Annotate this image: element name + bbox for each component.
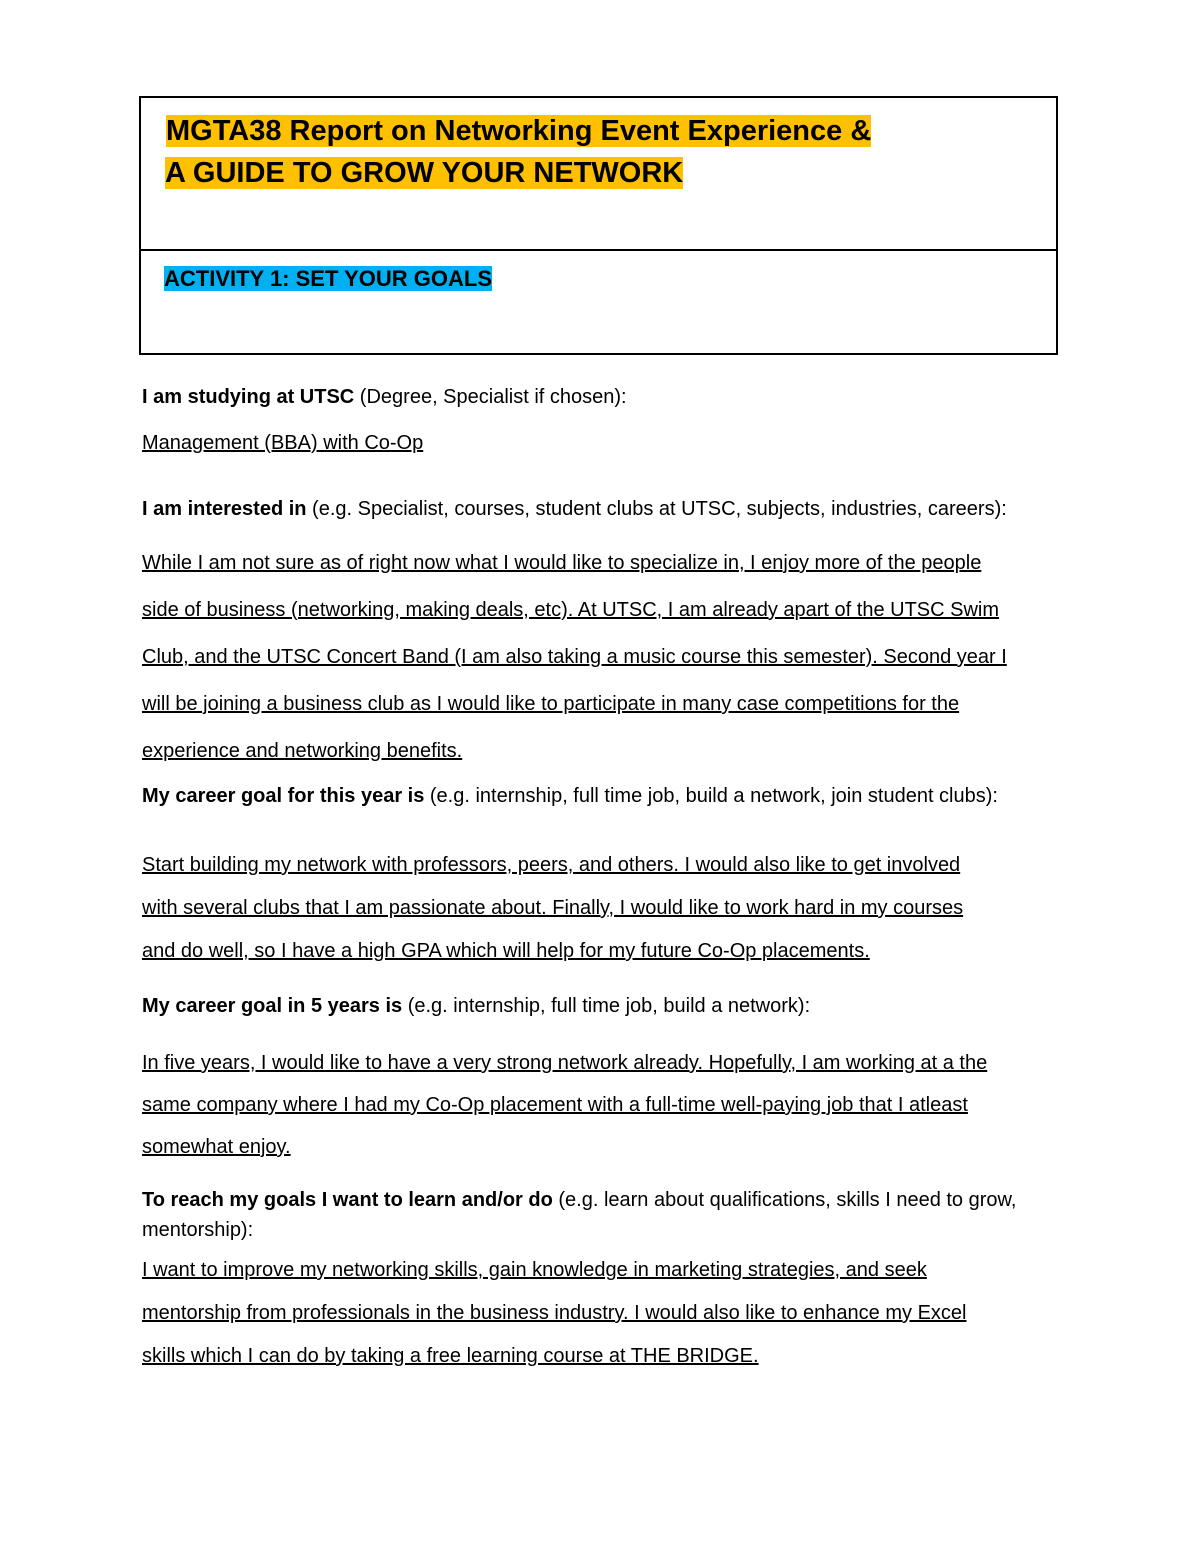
answer-career-year-line-1: Start building my network with professors, peers, and others. I would also like to get involved: [142, 854, 961, 876]
activity-cell: [141, 251, 1056, 353]
answer-career-year: [142, 844, 963, 973]
answer-interested-line-1: While I am not sure as of right now what I would like to specialize in, I enjoy more of the people: [142, 552, 982, 574]
prompt-learn-do: [142, 1185, 1042, 1245]
prompt-career-year-bold: My career goal for this year is: [142, 785, 425, 807]
header-table: [139, 96, 1058, 355]
answer-career-5-years-line-2: same company where I had my Co-Op placement with a full-time well-paying job that I atleast: [142, 1094, 968, 1116]
answer-career-year-line-3: and do well, so I have a high GPA which will help for my future Co-Op placements.: [142, 940, 870, 962]
prompt-interested-rest: (e.g. Specialist, courses, student clubs at UTSC, subjects, industries, careers):: [306, 498, 1007, 520]
activity-heading: [164, 265, 492, 293]
prompt-career-5-years: [142, 991, 1042, 1021]
prompt-studying-bold: I am studying at UTSC: [142, 386, 355, 408]
document-title-line-1: [166, 114, 871, 148]
prompt-interested: [142, 494, 1042, 524]
answer-studying-line: Management (BBA) with Co-Op: [142, 432, 424, 454]
prompt-career-5-years-rest: (e.g. internship, full time job, build a network):: [402, 995, 811, 1017]
document-title-line-2: [165, 156, 683, 190]
answer-interested-line-5: experience and networking benefits.: [142, 740, 463, 762]
prompt-learn-do-bold: To reach my goals I want to learn and/or do: [142, 1189, 553, 1211]
answer-interested-line-2: side of business (networking, making deals, etc). At UTSC, I am already apart of the UTSC Swim: [142, 599, 1000, 621]
title-line-2-text: A GUIDE TO GROW YOUR NETWORK: [165, 157, 684, 189]
answer-career-5-years: [142, 1042, 987, 1168]
answer-career-5-years-line-1: In five years, I would like to have a very strong network already. Hopefully, I am working at a the: [142, 1052, 988, 1074]
prompt-career-year: [142, 781, 1042, 811]
prompt-studying: [142, 382, 1042, 412]
prompt-learn-do-rest: (e.g. learn about qualifications, skills I need to grow, mentorship):: [142, 1189, 1017, 1241]
prompt-career-year-rest: (e.g. internship, full time job, build a network, join student clubs):: [424, 785, 998, 807]
answer-learn-do: [142, 1249, 966, 1378]
answer-studying: [142, 428, 423, 458]
answer-learn-do-line-3: skills which I can do by taking a free learning course at THE BRIDGE.: [142, 1345, 759, 1367]
activity-heading-text: ACTIVITY 1: SET YOUR GOALS: [164, 266, 493, 291]
answer-interested: [142, 540, 1007, 775]
title-cell: [141, 98, 1056, 251]
title-line-1-text: MGTA38 Report on Networking Event Experience &: [166, 115, 872, 147]
answer-career-5-years-line-3: somewhat enjoy.: [142, 1136, 291, 1158]
answer-career-year-line-2: with several clubs that I am passionate about. Finally, I would like to work hard in my courses: [142, 897, 964, 919]
answer-interested-line-3: Club, and the UTSC Concert Band (I am also taking a music course this semester). Second year I: [142, 646, 1007, 668]
answer-interested-line-4: will be joining a business club as I would like to participate in many case competitions for the: [142, 693, 960, 715]
answer-learn-do-line-1: I want to improve my networking skills, gain knowledge in marketing strategies, and seek: [142, 1259, 927, 1281]
answer-learn-do-line-2: mentorship from professionals in the business industry. I would also like to enhance my Excel: [142, 1302, 967, 1324]
prompt-career-5-years-bold: My career goal in 5 years is: [142, 995, 403, 1017]
prompt-interested-bold: I am interested in: [142, 498, 307, 520]
prompt-studying-rest: (Degree, Specialist if chosen):: [354, 386, 627, 408]
